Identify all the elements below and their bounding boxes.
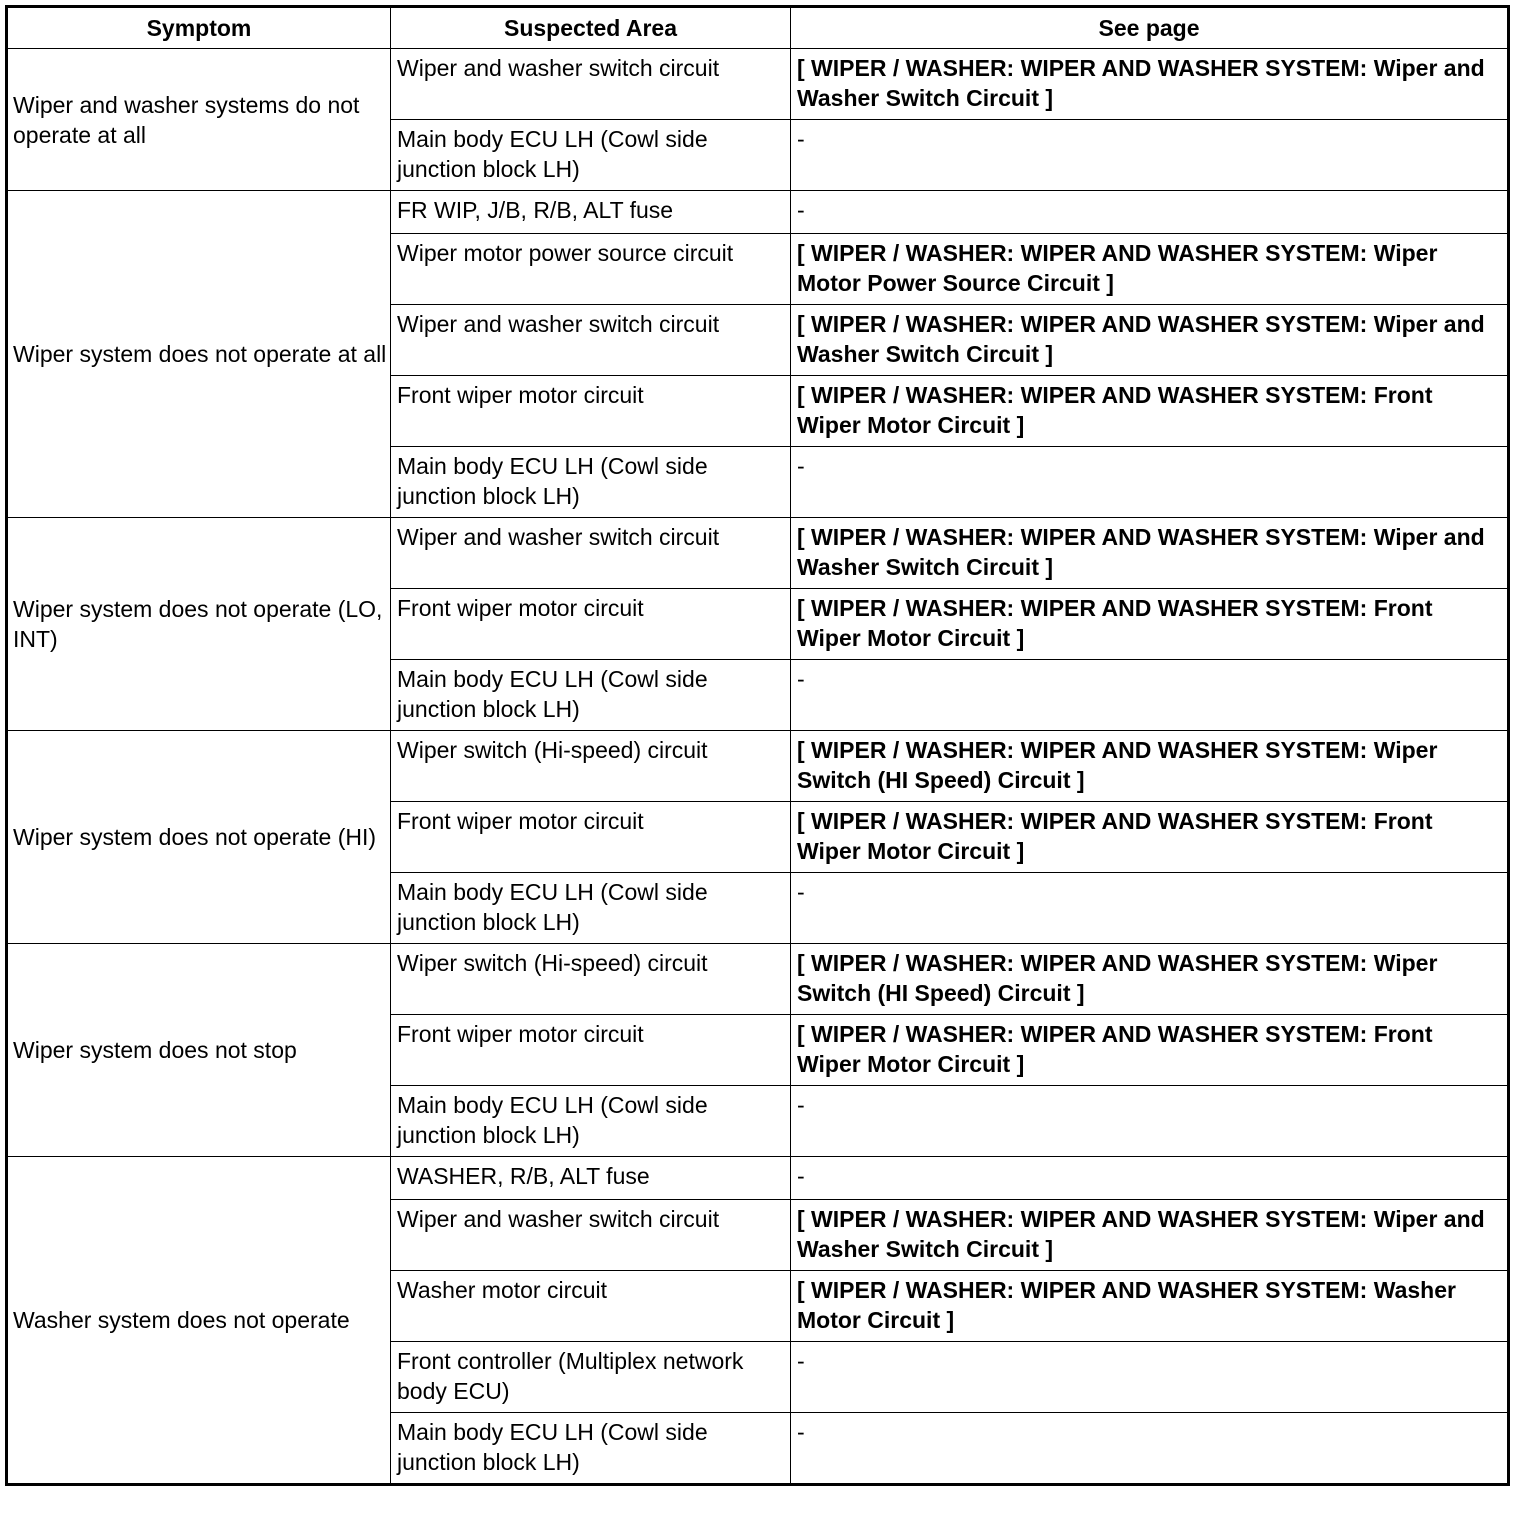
suspected-area-cell: Wiper and washer switch circuit [391, 49, 791, 120]
see-page-cell: [ WIPER / WASHER: WIPER AND WASHER SYSTEM: Front Wiper Motor Circuit ] [791, 589, 1509, 660]
see-page-cell: [ WIPER / WASHER: WIPER AND WASHER SYSTEM: Front Wiper Motor Circuit ] [791, 376, 1509, 447]
see-page-cell: [ WIPER / WASHER: WIPER AND WASHER SYSTEM: Wiper Switch (HI Speed) Circuit ] [791, 731, 1509, 802]
suspected-area-cell: Main body ECU LH (Cowl side junction block LH) [391, 660, 791, 731]
see-page-cell: - [791, 873, 1509, 944]
suspected-area-cell: Front wiper motor circuit [391, 802, 791, 873]
table-row [7, 518, 1509, 589]
suspected-area-cell: Main body ECU LH (Cowl side junction block LH) [391, 1086, 791, 1157]
suspected-area-cell: Main body ECU LH (Cowl side junction block LH) [391, 1413, 791, 1485]
see-page-cell: [ WIPER / WASHER: WIPER AND WASHER SYSTEM: Wiper Motor Power Source Circuit ] [791, 234, 1509, 305]
suspected-area-cell: Wiper motor power source circuit [391, 234, 791, 305]
suspected-area-cell: Front wiper motor circuit [391, 376, 791, 447]
table-row [7, 191, 1509, 234]
suspected-area-cell: WASHER, R/B, ALT fuse [391, 1157, 791, 1200]
see-page-cell: - [791, 1086, 1509, 1157]
symptom-cell: Washer system does not operate [7, 1157, 391, 1485]
suspected-area-cell: Washer motor circuit [391, 1271, 791, 1342]
see-page-cell: [ WIPER / WASHER: WIPER AND WASHER SYSTEM: Wiper and Washer Switch Circuit ] [791, 518, 1509, 589]
see-page-cell: [ WIPER / WASHER: WIPER AND WASHER SYSTEM: Washer Motor Circuit ] [791, 1271, 1509, 1342]
header-suspected-area: Suspected Area [391, 7, 791, 49]
suspected-area-cell: Main body ECU LH (Cowl side junction block LH) [391, 873, 791, 944]
see-page-cell: - [791, 1413, 1509, 1485]
header-see-page: See page [791, 7, 1509, 49]
suspected-area-cell: Wiper switch (Hi-speed) circuit [391, 731, 791, 802]
suspected-area-cell: Wiper and washer switch circuit [391, 1200, 791, 1271]
table-container [5, 5, 1507, 1486]
symptom-cell: Wiper system does not operate (LO, INT) [7, 518, 391, 731]
see-page-cell: - [791, 1342, 1509, 1413]
symptom-cell: Wiper system does not operate (HI) [7, 731, 391, 944]
table-row [7, 1157, 1509, 1200]
see-page-cell: - [791, 191, 1509, 234]
suspected-area-cell: Main body ECU LH (Cowl side junction block LH) [391, 447, 791, 518]
table-row [7, 944, 1509, 1015]
see-page-cell: - [791, 1157, 1509, 1200]
table-row [7, 731, 1509, 802]
see-page-cell: [ WIPER / WASHER: WIPER AND WASHER SYSTEM: Front Wiper Motor Circuit ] [791, 1015, 1509, 1086]
table-row [7, 49, 1509, 120]
header-symptom: Symptom [7, 7, 391, 49]
see-page-cell: - [791, 660, 1509, 731]
symptom-cell: Wiper and washer systems do not operate at all [7, 49, 391, 191]
see-page-cell: [ WIPER / WASHER: WIPER AND WASHER SYSTEM: Wiper and Washer Switch Circuit ] [791, 305, 1509, 376]
troubleshooting-table [5, 5, 1510, 1486]
suspected-area-cell: Wiper and washer switch circuit [391, 518, 791, 589]
see-page-cell: [ WIPER / WASHER: WIPER AND WASHER SYSTEM: Wiper and Washer Switch Circuit ] [791, 1200, 1509, 1271]
see-page-cell: - [791, 120, 1509, 191]
suspected-area-cell: Front wiper motor circuit [391, 1015, 791, 1086]
see-page-cell: [ WIPER / WASHER: WIPER AND WASHER SYSTEM: Front Wiper Motor Circuit ] [791, 802, 1509, 873]
suspected-area-cell: Front wiper motor circuit [391, 589, 791, 660]
suspected-area-cell: Wiper switch (Hi-speed) circuit [391, 944, 791, 1015]
suspected-area-cell: Front controller (Multiplex network body ECU) [391, 1342, 791, 1413]
symptom-cell: Wiper system does not stop [7, 944, 391, 1157]
see-page-cell: [ WIPER / WASHER: WIPER AND WASHER SYSTEM: Wiper and Washer Switch Circuit ] [791, 49, 1509, 120]
suspected-area-cell: FR WIP, J/B, R/B, ALT fuse [391, 191, 791, 234]
symptom-cell: Wiper system does not operate at all [7, 191, 391, 518]
suspected-area-cell: Main body ECU LH (Cowl side junction block LH) [391, 120, 791, 191]
see-page-cell: - [791, 447, 1509, 518]
header-row [7, 7, 1509, 49]
see-page-cell: [ WIPER / WASHER: WIPER AND WASHER SYSTEM: Wiper Switch (HI Speed) Circuit ] [791, 944, 1509, 1015]
suspected-area-cell: Wiper and washer switch circuit [391, 305, 791, 376]
